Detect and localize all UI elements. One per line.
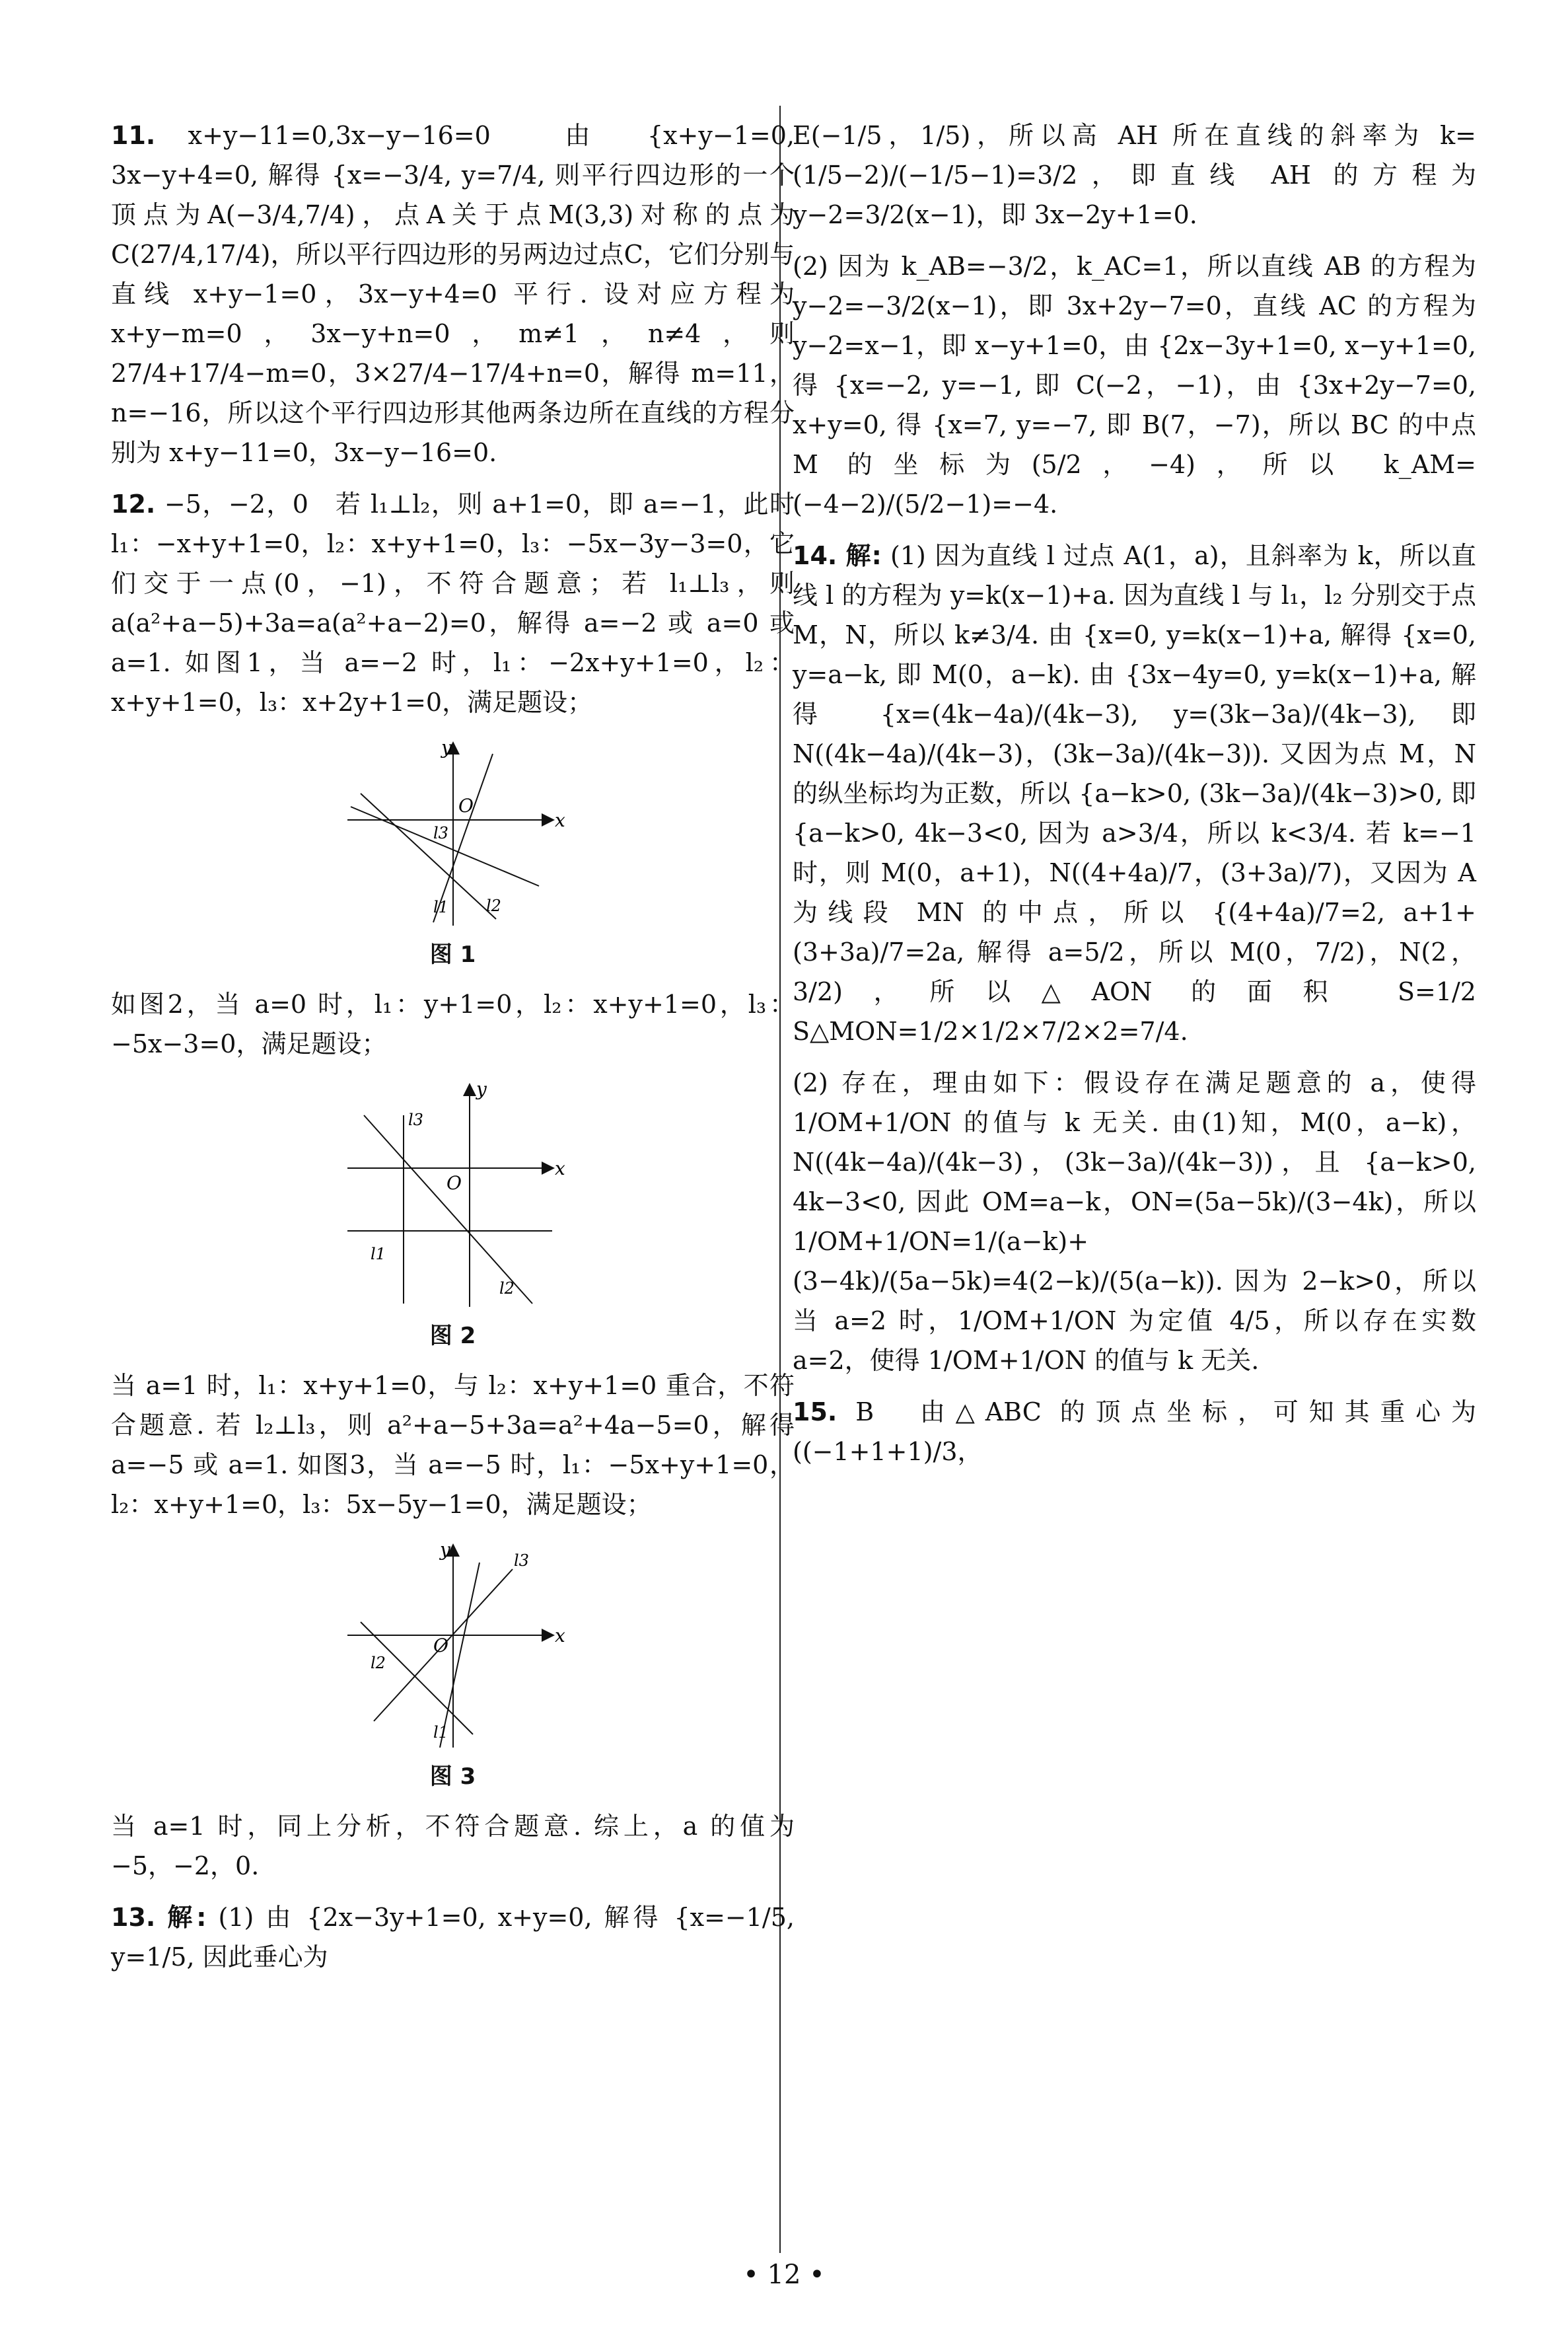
l1-label: l1 (433, 1723, 448, 1742)
line-l3 (351, 807, 539, 886)
l2-label: l2 (370, 1654, 386, 1672)
x-label: x (554, 1625, 565, 1646)
answer-text: (1) 由 {2x−3y+1=0, x+y=0, 解得 {x=−1/5, y=1/5, 因此垂心为 (111, 1903, 795, 1972)
paragraph-figure-3: 当 a=1 时，l₁：x+y+1=0，与 l₂：x+y+1=0 重合，不符合题意. 若 l₂⊥l₃，则 a²+a−5+3a=a²+4a−5=0，解得 a=−5 或 a=1. 如图3，当 a=−5 时，l₁：−5x+y+1=0，l₂：x+y+1=0，l₃：5x−5y−1=0，满足题设； (111, 1371, 795, 1519)
right-column (793, 116, 1476, 1483)
l3-label: l3 (433, 824, 448, 842)
x-label: x (554, 809, 565, 831)
answer-text: B 由△ABC 的顶点坐标，可知其重心为((−1+1+1)/3， (793, 1397, 1476, 1466)
l1-label: l1 (433, 898, 448, 916)
y-label: y (439, 1539, 450, 1561)
x-label: x (554, 1158, 565, 1179)
answer-text: x+y−11=0,3x−y−16=0 由 {x+y−1=0, 3x−y+4=0, 解得 {x=−3/4, y=7/4, 则平行四边形的一个顶点为A(−3/4,7/4)，点A关于点M(3,3)对称的点为C(27/4,17/4)，所以平行四边形的另两边过点C，它们分别与直线 x+y−1=0，3x−y+4=0 平行. 设对应方程为 x+y−m=0，3x−y+n=0，m≠1，n≠4，则 27/4+17/4−m=0，3×27/4−17/4+n=0，解得 m=11，n=−16，所以这个平行四边形其他两条边所在直线的方程分别为 x+y−11=0，3x−y−16=0. (111, 121, 795, 467)
line-l2 (361, 793, 496, 919)
answer-11 (111, 116, 795, 472)
question-number: 14. (793, 541, 837, 570)
solution-lead: 解: (167, 1903, 207, 1932)
question-number: 15. (793, 1397, 837, 1426)
origin-label: O (458, 795, 474, 817)
l3-label: l3 (513, 1551, 529, 1570)
answer-14 (793, 536, 1476, 1051)
figure-3 (111, 1536, 795, 1790)
answer-text: −5，−2，0 若 l₁⊥l₂，则 a+1=0，即 a=−1，此时 l₁：−x+y+1=0，l₂：x+y+1=0，l₃：−5x−3y−3=0，它们交于一点(0，−1)，不符合题意；若 l₁⊥l₃，则 a(a²+a−5)+3a=a(a²+a−2)=0，解得 a=−2 或 a=0 或 a=1. 如图1，当 a=−2 时，l₁：−2x+y+1=0，l₂：x+y+1=0，l₃：x+2y+1=0，满足题设； (111, 490, 795, 717)
figure-2-caption: 图 2 (429, 1323, 476, 1349)
l2-label: l2 (485, 897, 501, 915)
l2-label: l2 (499, 1279, 515, 1298)
l3-label: l3 (408, 1111, 423, 1129)
y-label: y (441, 737, 452, 758)
answer-15 (793, 1392, 1476, 1471)
question-number: 11. (111, 121, 156, 150)
y-label: y (476, 1078, 487, 1100)
figure-2 (111, 1076, 795, 1350)
answer-13 (111, 1898, 795, 1977)
l1-label: l1 (370, 1245, 386, 1263)
origin-label: O (446, 1172, 462, 1194)
answer-13-part-2: (2) 因为 k_AB=−3/2，k_AC=1，所以直线 AB 的方程为 y−2=−3/2(x−1)，即 3x+2y−7=0，直线 AC 的方程为 y−2=x−1，即 x−y+1=0，由 {2x−3y+1=0, x−y+1=0, 得 {x=−2, y=−1, 即 C(−2，−1)，由 {3x+2y−7=0, x+y=0, 得 {x=7, y=−7, 即 B(7，−7)，所以 BC 的中点 M 的坐标为(5/2，−4)，所以 k_AM=(−4−2)/(5/2−1)=−4. (793, 252, 1476, 519)
solution-lead: 解: (845, 541, 882, 570)
line-l2 (364, 1115, 532, 1304)
answer-text: (1) 因为直线 l 过点 A(1，a)，且斜率为 k，所以直线 l 的方程为 y=k(x−1)+a. 因为直线 l 与 l₁，l₂ 分别交于点 M，N，所以 k≠3/4. 由 {x=0, y=k(x−1)+a, 解得 {x=0, y=a−k, 即 M(0，a−k). 由 {3x−4y=0, y=k(x−1)+a, 解得 {x=(4k−4a)/(4k−3), y=(3k−3a)/(4k−3), 即 N((4k−4a)/(4k−3)，(3k−3a)/(4k−3)). 又因为点 M，N 的纵坐标均为正数，所以 {a−k>0, (3k−3a)/(4k−3)>0, 即 {a−k>0, 4k−3<0, 因为 a>3/4，所以 k<3/4. 若 k=−1 时，则 M(0，a+1)，N((4+4a)/7，(3+3a)/7)，又因为 A 为线段 MN 的中点，所以 {(4+4a)/7=2, a+1+(3+3a)/7=2a, 解得 a=5/2，所以 M(0，7/2)，N(2，3/2)，所以△AON 的面积 S=1/2 S△MON=1/2×1/2×7/2×2=7/4. (793, 541, 1476, 1046)
figure-1-caption: 图 1 (429, 941, 476, 968)
left-column (111, 116, 795, 1989)
answer-12 (111, 484, 795, 722)
figure-3-caption: 图 3 (429, 1763, 476, 1790)
question-number: 12. (111, 490, 156, 519)
figure-1-graph (334, 734, 572, 932)
paragraph-conclusion: 当 a=1 时，同上分析，不符合题意. 综上，a 的值为 −5，−2，0. (111, 1812, 795, 1880)
figure-1 (111, 734, 795, 969)
answer-14-part-2: (2) 存在，理由如下：假设存在满足题意的 a，使得 1/OM+1/ON 的值与 k 无关. 由(1)知，M(0，a−k)，N((4k−4a)/(4k−3)，(3k−3a)/(4k−3))，且 {a−k>0, 4k−3<0, 因此 OM=a−k，ON=(5a−5k)/(3−4k)，所以 1/OM+1/ON=1/(a−k)+(3−4k)/(5a−5k)=4(2−k)/(5(a−k)). 因为 2−k>0，所以当 a=2 时，1/OM+1/ON 为定值 4/5，所以存在实数 a=2，使得 1/OM+1/ON 的值与 k 无关. (793, 1068, 1476, 1375)
question-number: 13. (111, 1903, 156, 1932)
figure-2-graph (334, 1076, 572, 1313)
paragraph-figure-2: 如图2，当 a=0 时，l₁：y+1=0，l₂：x+y+1=0，l₃：−5x−3=0，满足题设； (111, 990, 795, 1058)
figure-3-graph (334, 1536, 572, 1754)
origin-label: O (433, 1635, 448, 1656)
answer-13-continued: E(−1/5，1/5)，所以高 AH 所在直线的斜率为 k=(1/5−2)/(−1/5−1)=3/2，即直线 AH 的方程为 y−2=3/2(x−1)，即 3x−2y+1=0. (793, 121, 1476, 229)
page-number: • 12 • (743, 2260, 825, 2290)
